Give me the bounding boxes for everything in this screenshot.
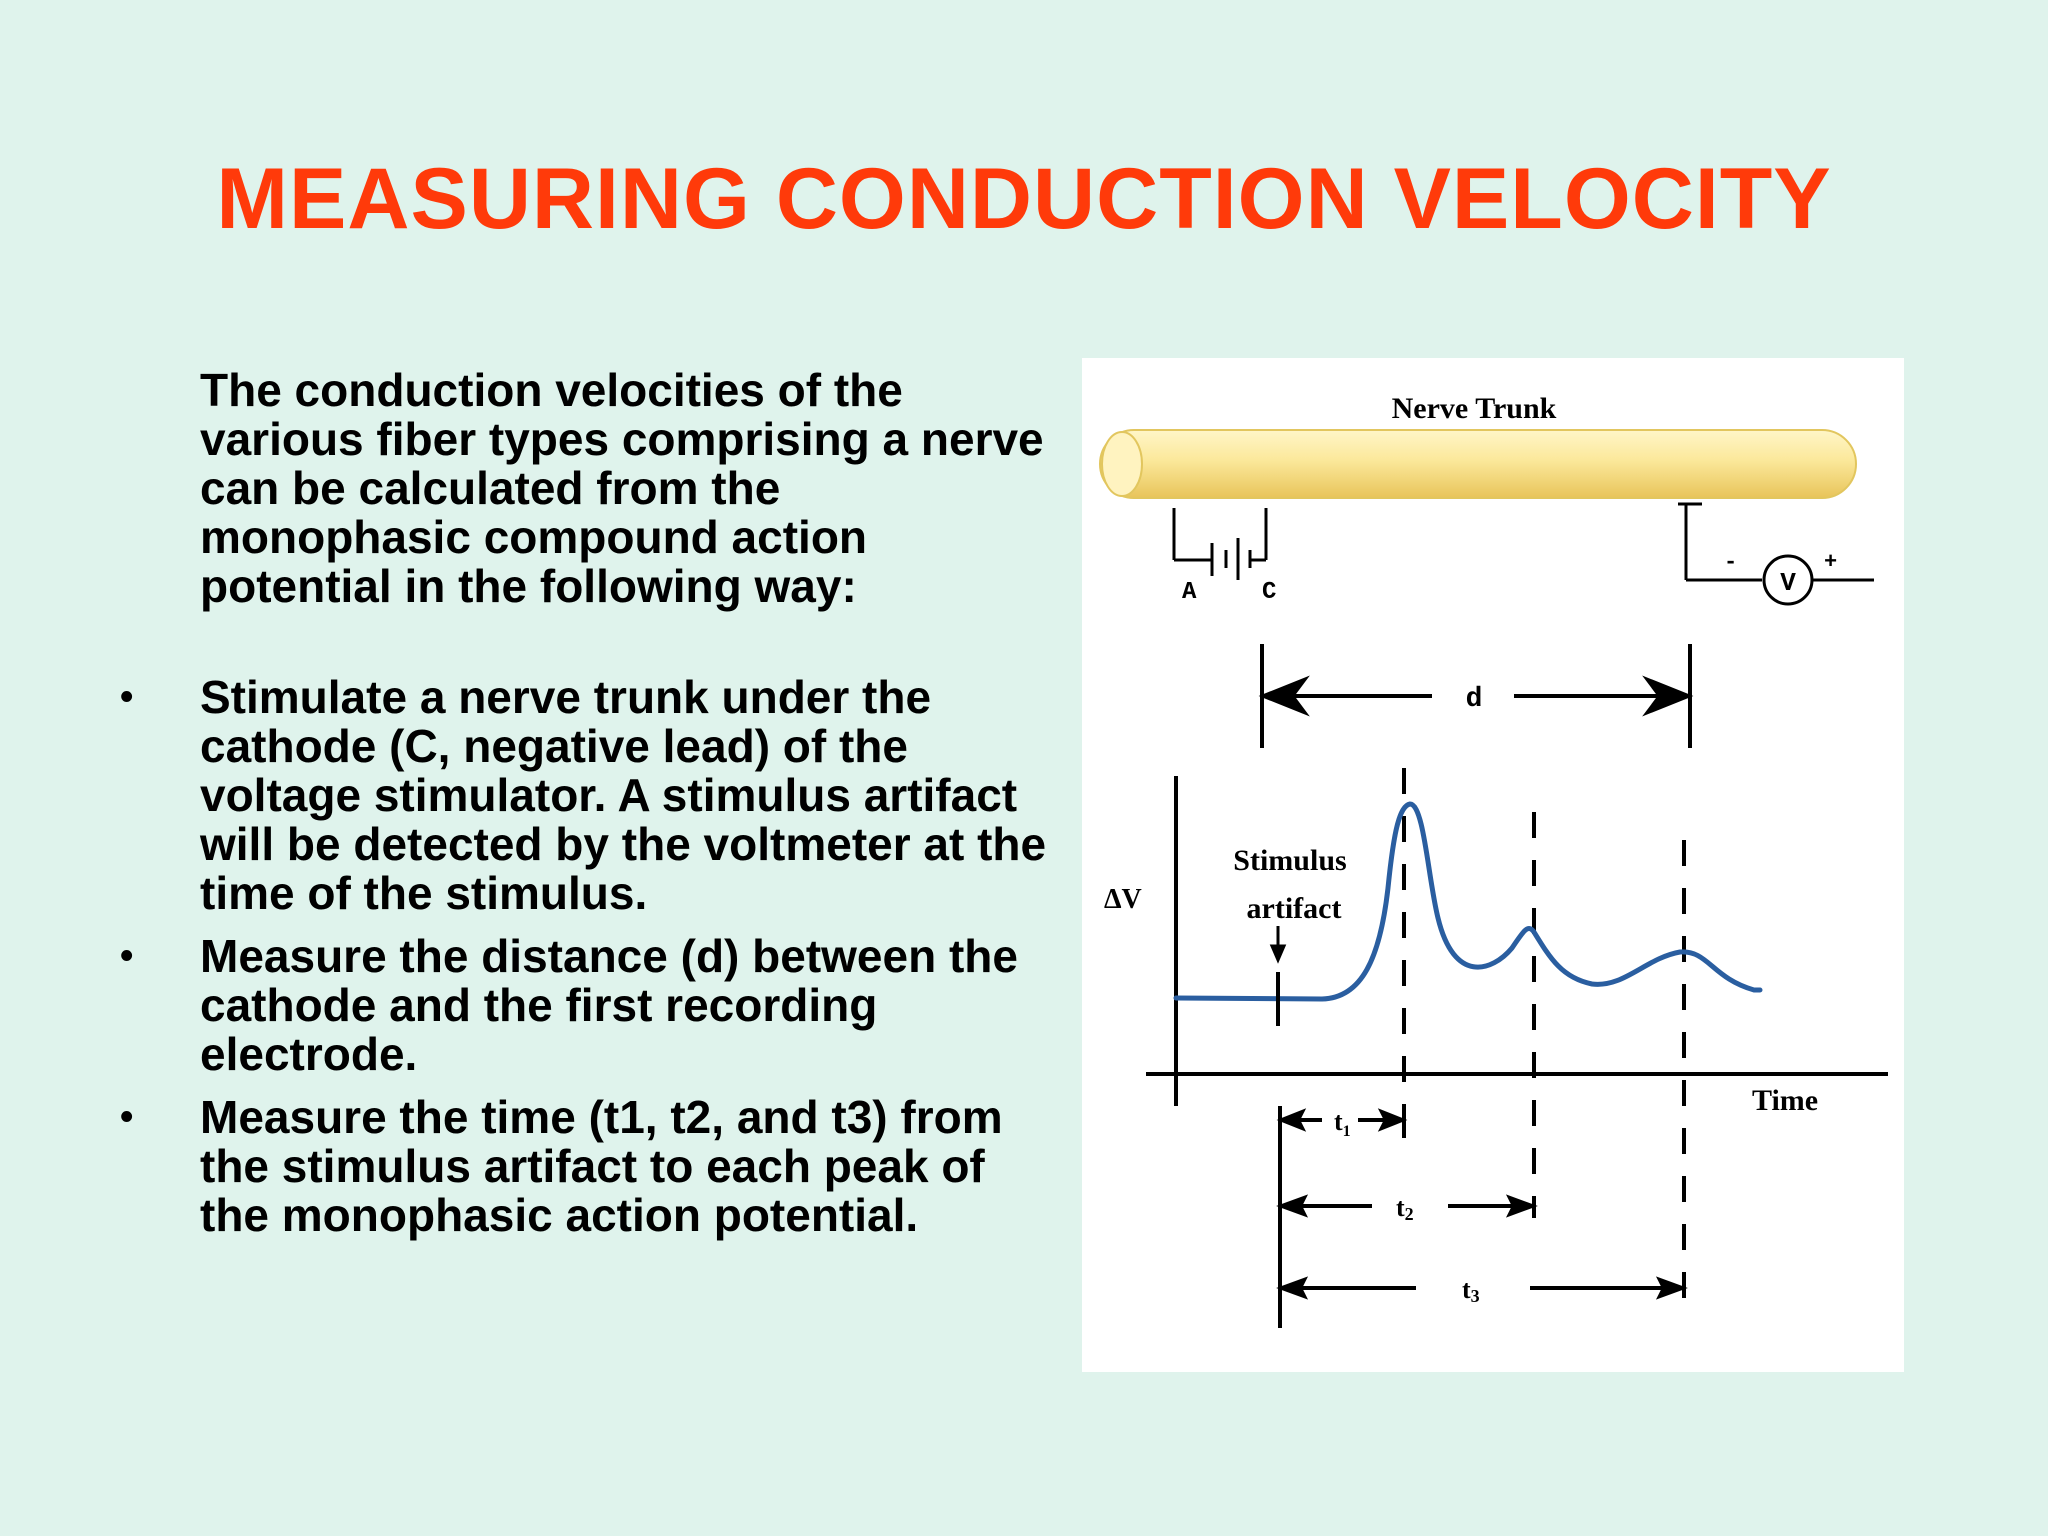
bullet-text: Measure the distance (d) between the cathode and the first recording electrode. [200,930,1018,1080]
peak-markers [1404,768,1684,1298]
conduction-diagram [1082,358,1904,1372]
bullet-item [120,1091,1060,1241]
bullet-marker: • [120,1096,134,1138]
bullet-item [120,671,1060,919]
bullet-text: Measure the time (t1, t2, and t3) from the stimulus artifact to each peak of the monophasic action potential. [200,1091,1003,1241]
artifact-label-line2: artifact [1246,892,1342,925]
nerve-trunk-end [1102,432,1142,496]
artifact-label-line1: Stimulus [1233,844,1347,877]
bullet-text: Stimulate a nerve trunk under the cathode (C, negative lead) of the voltage stimulator. A stimulus artifact will be detected by the voltmeter at the time of the stimulus. [200,671,1047,919]
intro-paragraph: The conduction velocities of the various fiber types comprising a nerve can be calculated from the monophasic compound action potential in the following way: [200,364,1044,612]
voltmeter-minus: - [1724,550,1738,575]
voltmeter-label: V [1780,568,1796,598]
text-content [120,364,1060,1254]
t2-label: t2 [1396,1193,1414,1224]
distance-label: d [1465,684,1483,715]
stimulator-battery [1174,508,1266,580]
diagram-svg [1082,358,1904,1372]
t1-label: $t_1$ [1334,1107,1351,1140]
x-axis-label: Time [1752,1084,1819,1117]
bullet-item [120,930,1060,1080]
cathode-label: C [1262,579,1277,606]
nerve-trunk-label: Nerve Trunk [1391,392,1557,425]
slide-title: MEASURING CONDUCTION VELOCITY [216,151,1832,247]
nerve-trunk [1100,430,1856,498]
voltmeter-plus: + [1824,550,1838,575]
t3-label: t3 [1462,1275,1480,1306]
bullet-list [120,671,1060,1241]
y-axis-label: ΔV [1104,884,1142,915]
time-markers [1280,1106,1682,1328]
artifact-arrow [1272,926,1284,960]
anode-label: A [1182,579,1197,606]
bullet-marker: • [120,935,134,977]
bullet-marker: • [120,676,134,718]
